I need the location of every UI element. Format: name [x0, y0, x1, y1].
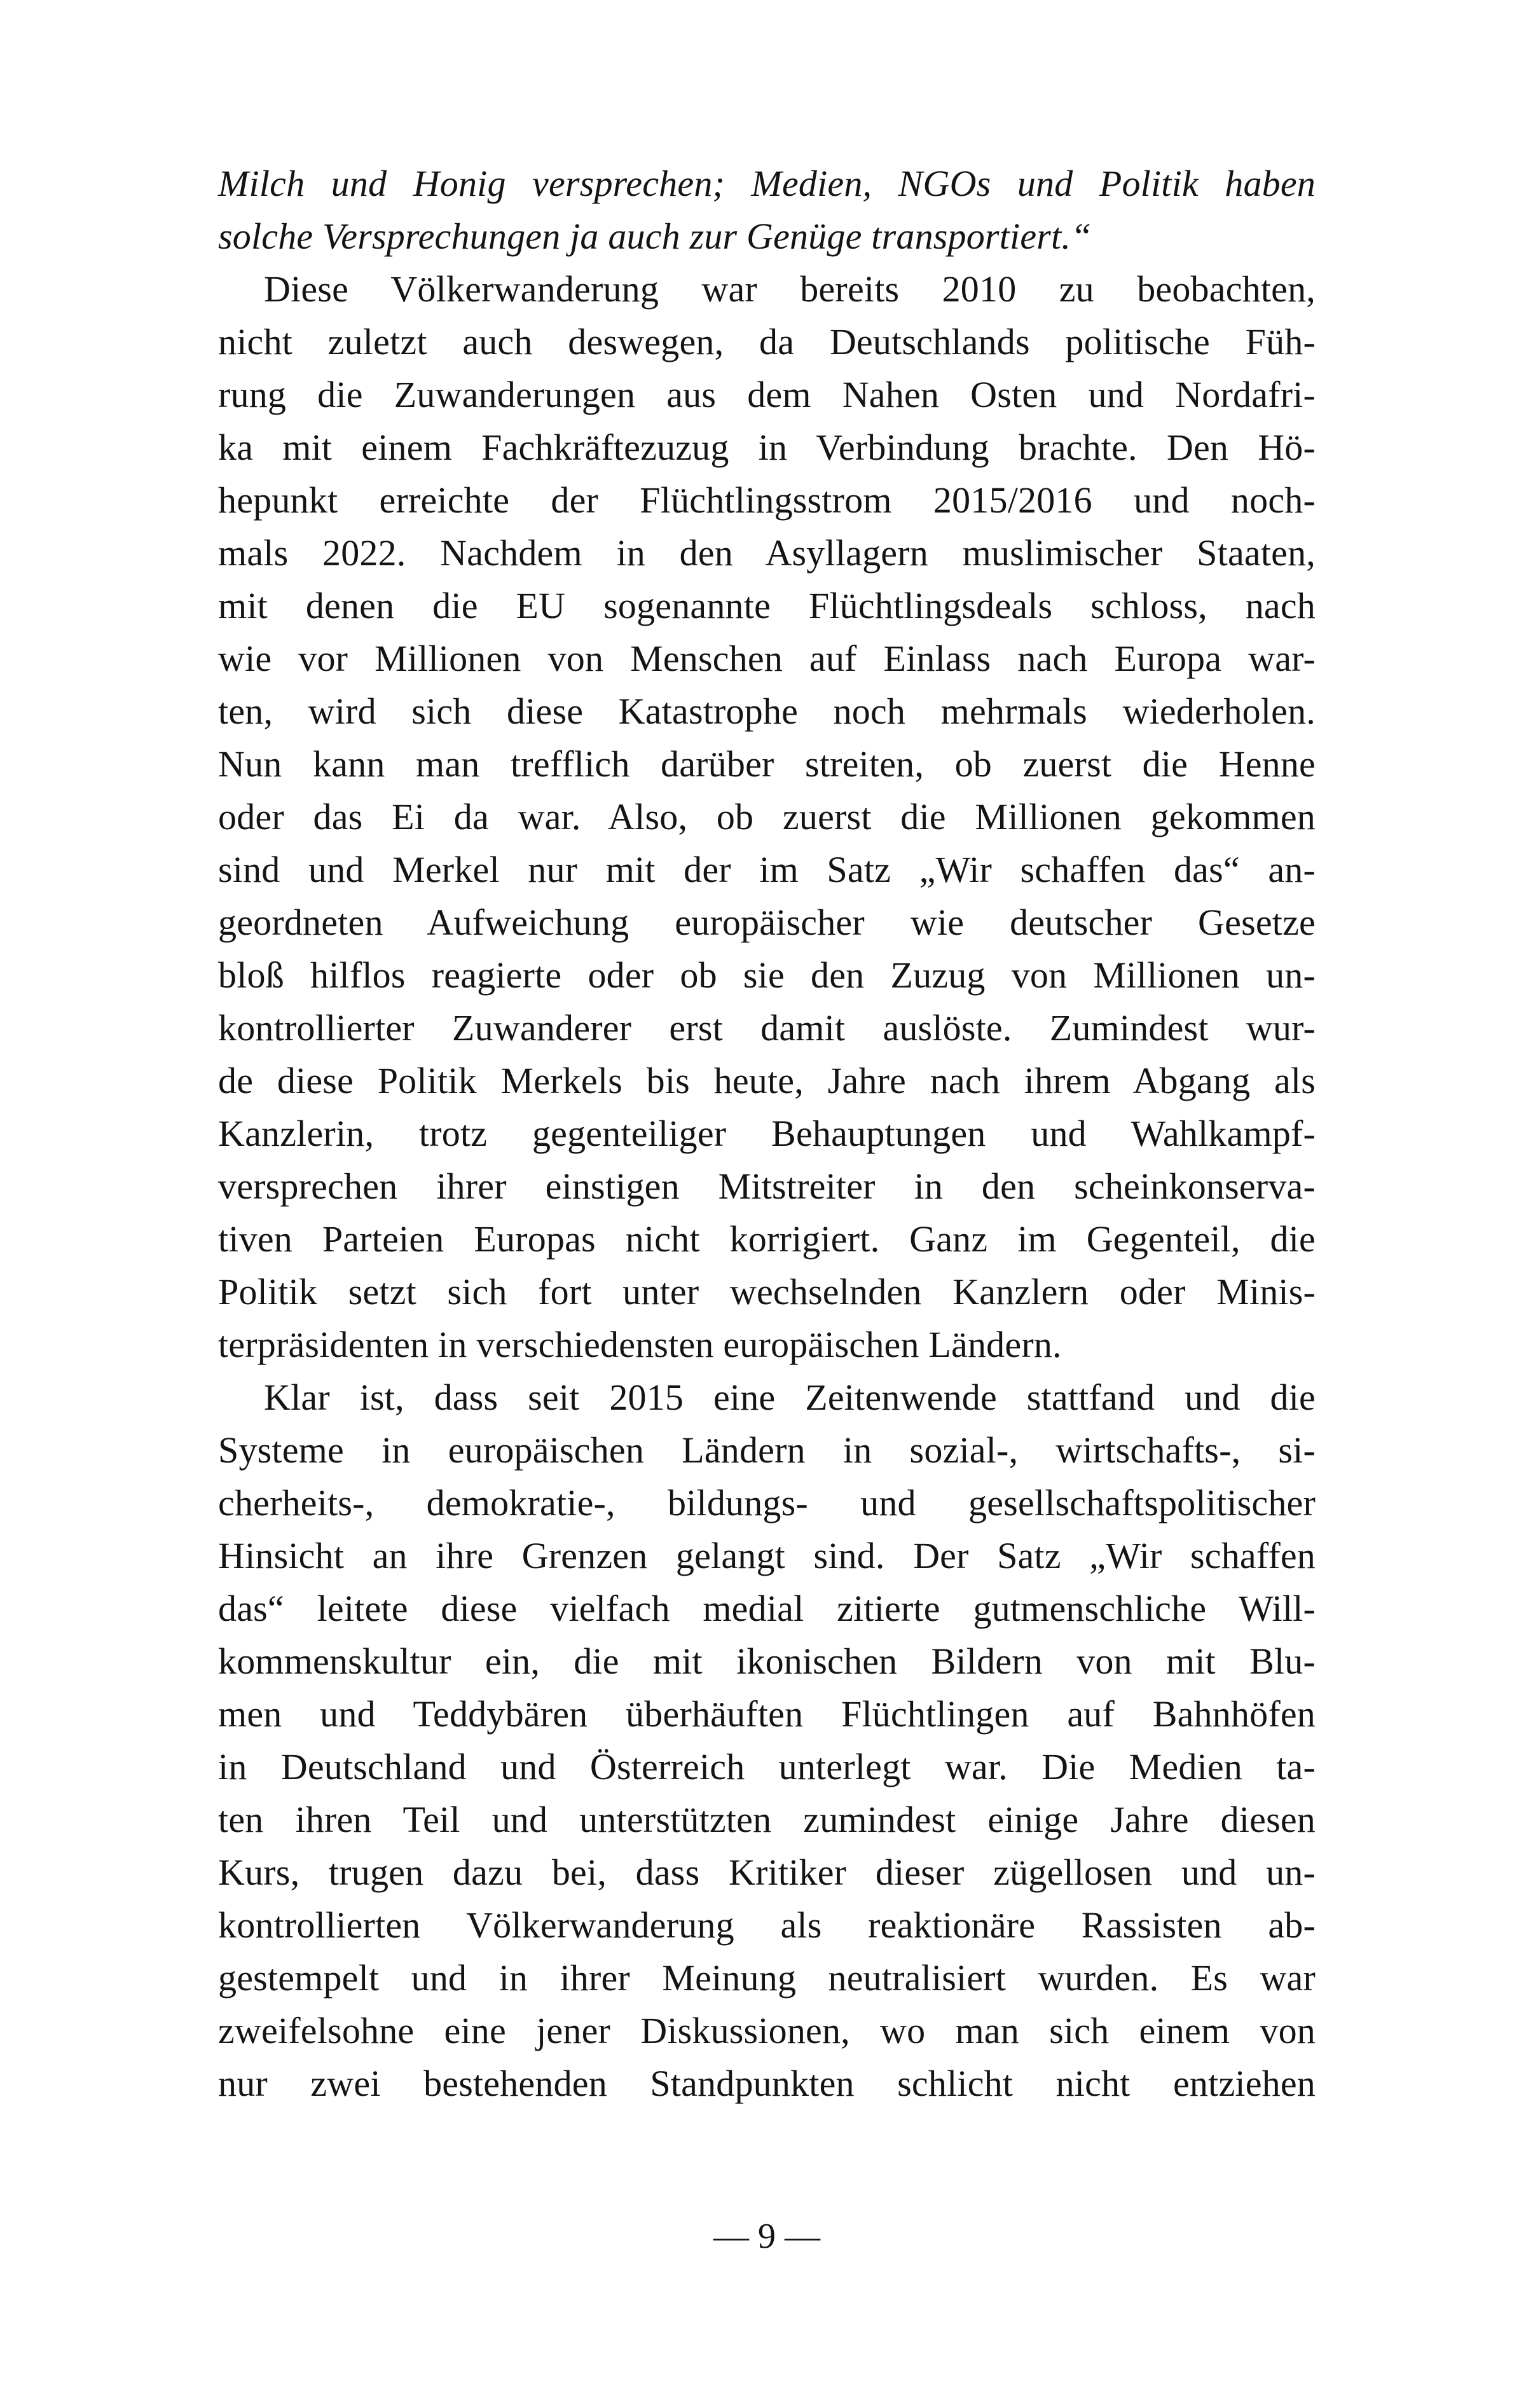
text-line: Kurs, trugen dazu bei, dass Kritiker dieser zügellosen und un- [218, 1852, 1316, 1893]
text-line: kontrollierter Zuwanderer erst damit auslöste. Zumindest wur- [218, 1007, 1316, 1049]
text-line: cherheits-, demokratie-, bildungs- und gesellschaftspolitischer [218, 1482, 1316, 1524]
text-line: Nun kann man trefflich darüber streiten, ob zuerst die Henne [218, 743, 1316, 785]
text-line: solche Versprechungen ja auch zur Genüge transportiert.“ [218, 216, 1092, 257]
text-line: nicht zuletzt auch deswegen, da Deutschlands politische Füh- [218, 321, 1316, 362]
text-line: kontrollierten Völkerwanderung als reaktionäre Rassisten ab- [218, 1904, 1316, 1946]
text-line: geordneten Aufweichung europäischer wie deutscher Gesetze [218, 902, 1316, 943]
text-line: zweifelsohne eine jener Diskussionen, wo man sich einem von [218, 2010, 1316, 2051]
text-line: Diese Völkerwanderung war bereits 2010 zu beobachten, [264, 268, 1316, 310]
text-line: Systeme in europäischen Ländern in sozial-, wirtschafts-, si- [218, 1429, 1316, 1471]
text-line: kommenskultur ein, die mit ikonischen Bildern von mit Blu- [218, 1641, 1316, 1682]
text-line: ten, wird sich diese Katastrophe noch mehrmals wiederholen. [218, 691, 1316, 732]
text-line: terpräsidenten in verschiedensten europäischen Ländern. [218, 1324, 1062, 1365]
text-line: nur zwei bestehenden Standpunkten schlicht nicht entziehen [218, 2063, 1316, 2104]
text-line: Milch und Honig versprechen; Medien, NGOs und Politik haben [218, 163, 1316, 204]
text-line: sind und Merkel nur mit der im Satz „Wir schaffen das“ an- [218, 849, 1316, 890]
text-line: rung die Zuwanderungen aus dem Nahen Osten und Nordafri- [218, 374, 1316, 415]
text-line: tiven Parteien Europas nicht korrigiert. Ganz im Gegenteil, die [218, 1218, 1316, 1260]
text-line: hepunkt erreichte der Flüchtlingsstrom 2015/2016 und noch- [218, 479, 1316, 521]
text-line: versprechen ihrer einstigen Mitstreiter in den scheinkonserva- [218, 1166, 1316, 1207]
text-line: Klar ist, dass seit 2015 eine Zeitenwende stattfand und die [264, 1377, 1316, 1418]
text-line: mit denen die EU sogenannte Flüchtlingsdeals schloss, nach [218, 585, 1316, 626]
text-line: wie vor Millionen von Menschen auf Einlass nach Europa war- [218, 638, 1316, 679]
text-line: ten ihren Teil und unterstützten zumindest einige Jahre diesen [218, 1799, 1316, 1840]
text-line: Hinsicht an ihre Grenzen gelangt sind. Der Satz „Wir schaffen [218, 1535, 1316, 1576]
text-line: das“ leitete diese vielfach medial zitierte gutmenschliche Will- [218, 1588, 1316, 1629]
page-number: — 9 — [713, 2217, 820, 2256]
page-text-block [218, 157, 1316, 2110]
text-line: Politik setzt sich fort unter wechselnden Kanzlern oder Minis- [218, 1271, 1316, 1312]
text-line: ka mit einem Fachkräftezuzug in Verbindung brachte. Den Hö- [218, 427, 1316, 468]
text-line: Kanzlerin, trotz gegenteiliger Behauptungen und Wahlkampf- [218, 1113, 1316, 1154]
text-line: gestempelt und in ihrer Meinung neutralisiert wurden. Es war [218, 1957, 1316, 1999]
text-line: in Deutschland und Österreich unterlegt war. Die Medien ta- [218, 1746, 1316, 1787]
text-line: oder das Ei da war. Also, ob zuerst die Millionen gekommen [218, 796, 1316, 837]
text-line: de diese Politik Merkels bis heute, Jahre nach ihrem Abgang als [218, 1060, 1316, 1101]
text-line: men und Teddybären überhäuften Flüchtlingen auf Bahnhöfen [218, 1693, 1316, 1735]
text-line: bloß hilflos reagierte oder ob sie den Zuzug von Millionen un- [218, 954, 1316, 996]
text-line: mals 2022. Nachdem in den Asyllagern muslimischer Staaten, [218, 532, 1316, 574]
